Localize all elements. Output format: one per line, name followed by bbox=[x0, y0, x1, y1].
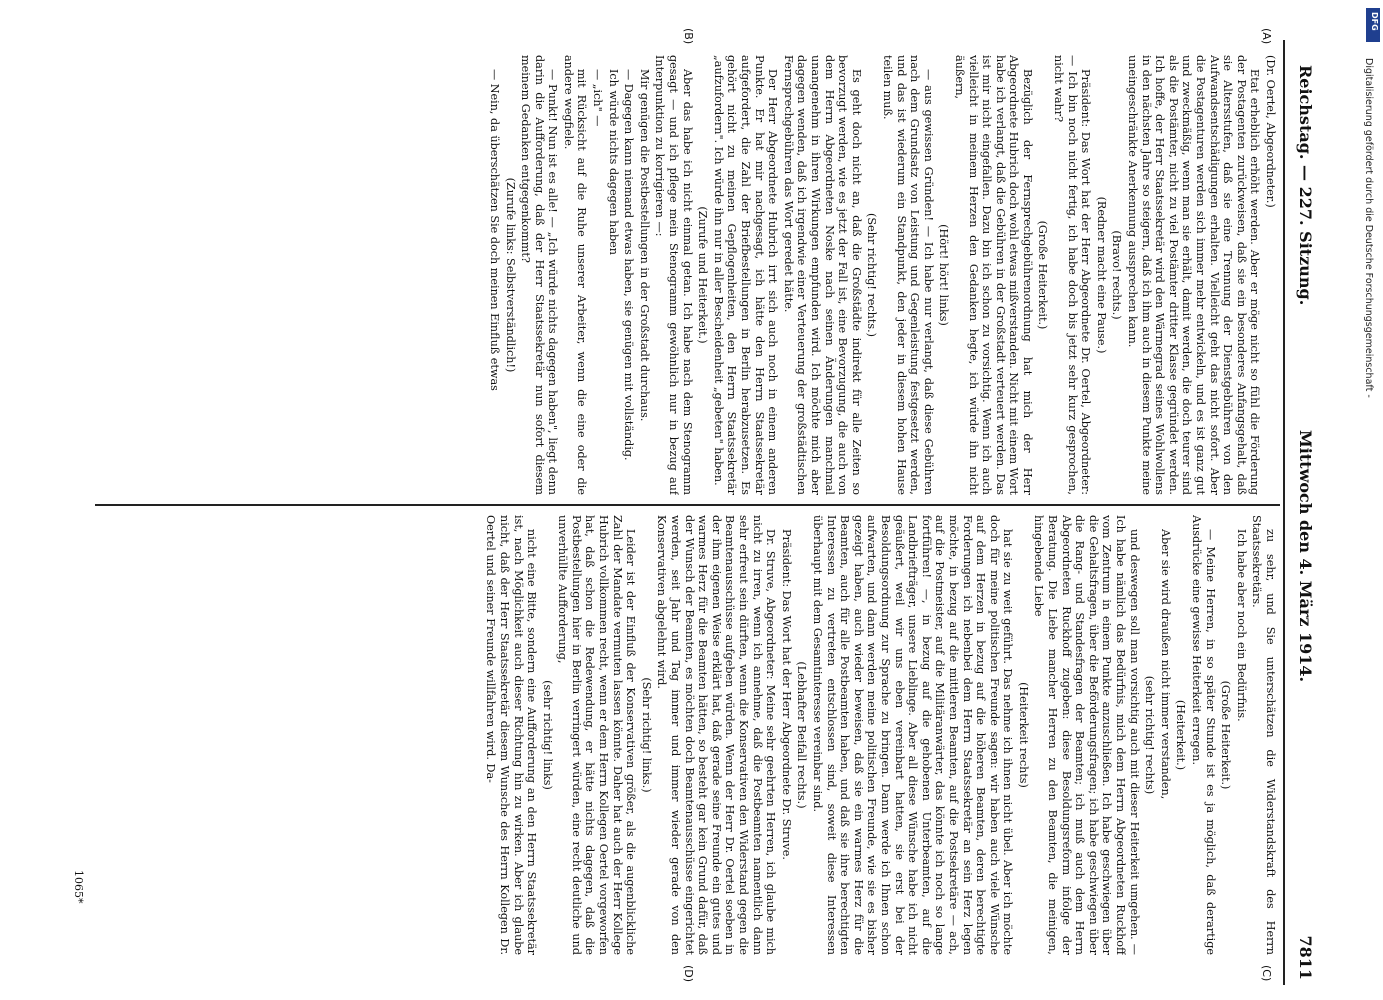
paragraph: Etat erheblich erhöht werden. Aber er möge nicht so fühl die Förderung der Postagenten zurückweisen, daß sie ein besonderes Anfangsgehalt, daß sie Altersstufen, daß sie eine Trennung der Dienstgebühren von den Aufwandsentschädigungen erhalten. Vielleicht geht das nicht sofort. Aber die Postagenturen werden sich immer mehr entwickeln, und es ist ganz gut und zweckmäßig, wenn man sie erhält, damit werden, die doch teurer sind als die Postämter, nicht zu viel Postämter dritter Klasse gegründet werden. Ich hoffe, der Herr Staatssekretär wird den Wärmegrad seines Wohlwollens in den nächsten Jahre so steigern, daß ich ihm auch in diesem Punkte meine uneingeschränkte Anerkennung aussprechen kann. bbox=[1126, 55, 1262, 495]
paragraph: (Heiterkeit.) bbox=[1174, 699, 1188, 771]
paragraph: (Sehr richtig! rechts.) bbox=[865, 212, 879, 338]
paragraph: Aber sie wird draußen nicht immer verstanden, bbox=[1158, 529, 1172, 800]
paragraph: nicht eine Bitte, sondern eine Aufforderung an den Herrn Staatssekretär ist, nach Möglichkeit auch dieser Richtung hin zu wirken. Aber ich glaube nicht, daß der Herr Staatssekretär diesem Wunsche des Herrn Kollegen Dr. Oertel und seiner Freunde willfahren wird. Da- bbox=[484, 515, 539, 955]
paragraph: mit Rücksicht auf die Ruhe unserer Arbeiter, wenn die eine oder die andere wegfiele. bbox=[561, 55, 589, 495]
right-paragraphs bbox=[484, 515, 1277, 955]
rotated-document-page bbox=[25, 10, 1325, 1000]
margin-marker-d: (D) bbox=[682, 965, 695, 983]
paragraph: Dr. Struve, Abgeordneter: Meine sehr geehrten Herren, ich glaube mich nicht zu irren, wenn ich annehme, daß die Postbeamten namentlich dann sehr erfreut sein dürften, wenn die Konservativen den Widerstand gegen die Beamtenausschüsse aufgeben würden. Wenn der Herr Dr. Oertel soeben in der ihm eigenen Weise erklärt hat, daß gerade seine Freunde ein gutes und warmes Herz für die Beamten hätten, so besteht gar kein Grund dafür, daß der Wunsch der Beamten, es möchten doch Beamtenausschüsse eingerichtet werden, seit Jahr und Tag immer und immer wieder gerade von den Konservativen abgelehnt wird. bbox=[655, 515, 778, 955]
paragraph: Aber das habe ich nicht einmal getan. Ich habe nach dem Stenogramm gesagt — und ich pflege mein Stenogramm gewöhnlich nur in bezug auf Interpunktion zu korrigieren —: bbox=[653, 55, 694, 495]
dfg-logo: DFG bbox=[1366, 8, 1380, 42]
page-header bbox=[1285, 10, 1325, 1000]
right-column bbox=[97, 515, 1277, 955]
header-page-number: 7811 bbox=[1296, 935, 1315, 980]
paragraph: (sehr richtig! rechts) bbox=[1143, 675, 1157, 795]
paragraph: Es geht doch nicht an, daß die Großstädte indirekt für alle Zeiten so bevorzugt werden, wie es jetzt der Fall ist, eine Bevorzugung, die auch von dem Herrn Abgeordneten Noske nach seinen Änderungen manchmal unangenehm in ihren Wirkungen empfunden wird. Ich möchte mich aber dagegen wenden, daß ich irgendwie einer Verteuerung der großstädtischen Fernsprechgebühren das Wort geredet hätte. bbox=[781, 55, 863, 495]
paragraph: (Heiterkeit rechts) bbox=[1016, 682, 1030, 788]
paragraph: Ich habe aber noch ein Bedürfnis. bbox=[1234, 529, 1248, 722]
margin-marker-a: (A) bbox=[1260, 28, 1273, 45]
paragraph: Präsident: Das Wort hat der Herr Abgeordnete Dr. Oertel, Abgeordneter: — Ich bin noch nicht fertig, ich habe doch bis jetzt sehr kurz gesprochen, nicht wahr? bbox=[1052, 55, 1093, 495]
paragraph: (Redner macht eine Pause.) bbox=[1094, 196, 1108, 354]
watermark-text: Digitalisierung gefördert durch die Deutsche Forschungsgemeinschaft - bbox=[1363, 58, 1374, 398]
paragraph: Mir genügen die Postbestellungen in der Großstadt durchaus. bbox=[637, 69, 651, 422]
paragraph: — Punkt! Nun ist es alle! — „Ich würde nichts dagegen haben", liegt denn darin die Aufforderung, daß der Herr Staatssekretär nun sofort diesem meinem Gedanken entgegenkommt? bbox=[519, 55, 560, 495]
paragraph: (Sehr richtig! links.) bbox=[639, 677, 653, 793]
paragraph: (sehr richtig! links) bbox=[540, 680, 554, 790]
paragraph: Leider ist der Einfluß der Konservativen größer, als die augenblickliche Zahl der Mandate vermuten lassen könnte. Daher hat auch der Herr Kollege Hubrich vollkommen recht, wenn er dem Herrn Kollegen Oertel vorgeworfen hat, daß schon die Redewendung, er hätte nichts dagegen, daß die Postbestellungen hier in Berlin verringert würden, eine recht deutliche und unverhüllte Aufforderung, bbox=[556, 515, 638, 955]
paragraph: (Bravo! rechts.) bbox=[1110, 230, 1124, 320]
header-session: Reichstag. — 227. Sitzung. bbox=[1296, 65, 1315, 306]
paragraph: Ich würde nichts dagegen haben bbox=[606, 69, 620, 255]
paragraph: Präsident: Das Wort hat der Herr Abgeordnete Dr. Struve. bbox=[779, 529, 793, 860]
column-divider bbox=[95, 504, 1280, 506]
left-paragraphs bbox=[487, 55, 1261, 495]
header-date: Mittwoch den 4. März 1914. bbox=[1296, 430, 1315, 683]
paragraph: (Große Heiterkeit.) bbox=[1036, 220, 1050, 330]
margin-marker-b: (B) bbox=[682, 28, 695, 45]
footer-number: 1065* bbox=[72, 870, 85, 904]
header-rule bbox=[1283, 40, 1285, 985]
paragraph: (Lebhafter Beifall rechts.) bbox=[795, 661, 809, 809]
paragraph: (Zurufe links: Selbstverständlich!) bbox=[503, 177, 517, 373]
paragraph: (Zurufe und Heiterkeit.) bbox=[696, 206, 710, 344]
paragraph: — „ich" — bbox=[591, 69, 605, 127]
paragraph: — aus gewissen Gründen! — Ich habe nur verlangt, daß diese Gebühren nach dem Grundsatz von Leistung und Gegenleistung festgesetzt werden, und das ist wiederum ein Standpunkt, den jeder in diesem hohen Hause teilen muß. bbox=[880, 55, 935, 495]
running-head: (Dr. Oertel, Abgeordneter.) bbox=[1264, 55, 1277, 208]
paragraph: — Meine Herren, in so später Stunde ist es ja möglich, daß derartige Ausdrücke eine gewisse Heiterkeit erregen. bbox=[1190, 515, 1217, 955]
paragraph: (Große Heiterkeit.) bbox=[1219, 680, 1233, 790]
paragraph: zu sehr, und Sie unterschätzen die Widerstandskraft des Herrn Staatssekretärs. bbox=[1250, 515, 1277, 955]
margin-marker-c: (C) bbox=[1260, 965, 1273, 982]
paragraph: — Nein, da überschätzen Sie doch meinen Einfluß etwas bbox=[487, 69, 501, 391]
left-column bbox=[97, 55, 1277, 495]
paragraph: — Dagegen kann niemand etwas haben, sie genügen mit vollständig. bbox=[622, 69, 636, 461]
digitization-watermark bbox=[1362, 10, 1378, 610]
paragraph: Der Herr Abgeordnete Hubrich irrt sich auch noch in einem anderen Punkte. Er hat mir nachgesagt, ich hätte den Herrn Staatssekretär aufgefordert, die Zahl der Briefbestellungen in Berlin herabzusetzen. Es gehört nicht zu meinen Gepflogenheiten, den Herrn Staatssekretär „aufzufordern". Ich würde ihn nur in aller Bescheidenheit „gebeten" haben. bbox=[711, 55, 780, 495]
paragraph: (Hört! hört! links) bbox=[937, 224, 951, 326]
paragraph: hat sie zu weit geführt. Das nehme ich ihnen nicht übel. Aber ich möchte doch für meine politischen Freunde sagen: wir haben auch viele Wünsche auf dem Herzen in bezug auf die höheren Beamten, deren berechtigte Forderungen ich nebenbei dem Herrn Staatssekretär an sein Herz legen möchte, in bezug auf die mittleren Beamten, auf die Postsekretäre — ach, auf die Postmeister, auf die Militäranwärter, das könnte ich noch so lange fortführen! —, in bezug auf die gehobenen Unterbeamten, auf die Landbriefträger, unsere Lieblinge. Aber all diese Wünsche habe ich nicht geäußert, weil wir uns eben vereinbart hatten, sie erst bei der Besoldungsordnung zur Sprache zu bringen. Dann werde ich Ihnen schon aufwarten, und dann werden meine politischen Freunde, wie sie es bisher gezeigt haben, auch wieder beweisen, daß sie ein warmes Herz für die Beamten, auch für alle Postbeamten haben, und daß sie ihre berechtigten Interessen zu vertreten entschlossen sind, soweit diese Interessen überhaupt mit dem Gesamtinteresse vereinbar sind. bbox=[811, 515, 1015, 955]
paragraph: Bezüglich der Fernsprechgebührenordnung hat mich der Herr Abgeordnete Hubrich doch wohl etwas mißverstanden. Nicht mit einem Wort habe ich verlangt, daß die Gebühren in der Großstadt verteuert werden. Das ist mir nicht eingefallen. Dazu bin ich schon zu vorsichtig. Wenn ich auch vielleicht in meinem Herzen den Gedanken hegte, ich würde ihn nicht äußern, bbox=[952, 55, 1034, 495]
paragraph: und deswegen soll man vorsichtig auch mit dieser Heiterkeit umgehen. — Ich habe nämlich das Bedürfnis, mich dem Herrn Abgeordneten Ruckhoff vom Zentrum in einem Punkte anzuschließen. Ich habe geschwiegen über die Gehaltsfragen, über die Beförderungsfragen; ich habe geschwiegen über die Rang- und Standesfragen der Beamten; ich muß auch dem Herrn Abgeordneten Ruckhoff zugeben: diese Besoldungsreform infolge der Beratung. Die Liebe mancher Herren zu den Beamten, die meinigen, hingebende Liebe bbox=[1032, 515, 1141, 955]
